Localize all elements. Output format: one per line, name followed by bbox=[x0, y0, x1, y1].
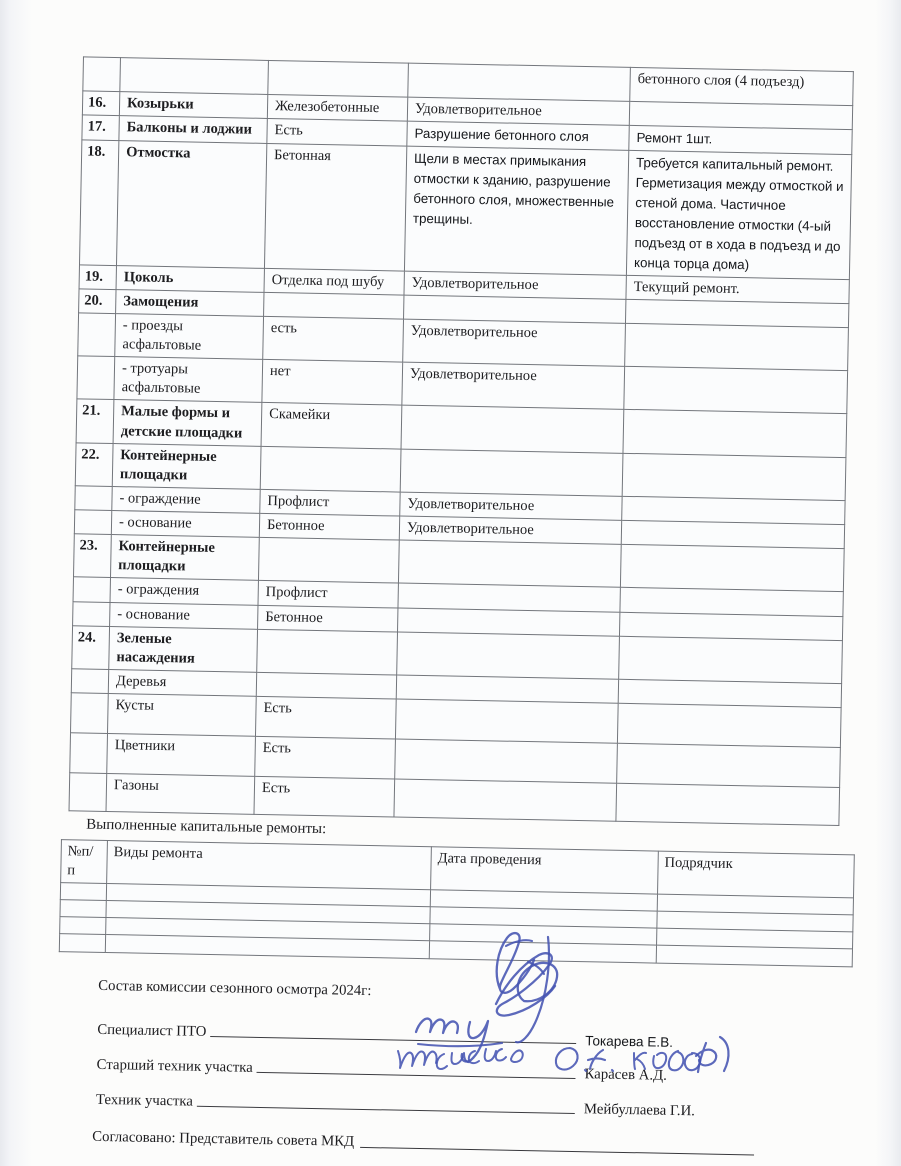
table-row bbox=[79, 140, 851, 279]
element-name-cell: - проезды асфальтовые bbox=[115, 313, 264, 359]
note-cell bbox=[625, 323, 849, 371]
material-cell bbox=[257, 629, 398, 675]
note-cell bbox=[622, 453, 846, 501]
row-number-cell bbox=[69, 773, 107, 812]
condition-cell: Удовлетворительное bbox=[407, 97, 629, 125]
condition-cell: Разрушение бетонного слоя bbox=[407, 121, 629, 150]
row-number-cell bbox=[73, 601, 110, 626]
element-name-cell: Малые формы и детские площадки bbox=[113, 400, 262, 446]
row-number-cell: 18. bbox=[79, 140, 118, 265]
scanner-edge-right bbox=[875, 0, 901, 1166]
commission-heading: Состав комиссии сезонного осмотра 2024г: bbox=[97, 978, 372, 1000]
signature-rows bbox=[96, 1004, 845, 1123]
column-header-cell: №п/п bbox=[61, 840, 108, 884]
signatory-name: Токарева Е.В. bbox=[585, 1033, 674, 1051]
signature-role-label: Специалист ПТО bbox=[97, 1022, 207, 1041]
material-cell bbox=[264, 292, 404, 319]
empty-cell bbox=[59, 934, 105, 953]
building-inspection-table bbox=[69, 56, 854, 826]
material-cell: Бетонная bbox=[264, 143, 406, 270]
element-name-cell: Цветники bbox=[107, 734, 256, 777]
row-number-cell: 22. bbox=[75, 443, 113, 487]
row-number-cell: 21. bbox=[76, 399, 114, 443]
element-name-cell: - ограждение bbox=[112, 486, 260, 513]
material-cell: Бетонное bbox=[258, 605, 398, 632]
row-number-cell bbox=[83, 57, 121, 92]
element-name-cell: Балконы и лоджии bbox=[119, 116, 267, 144]
column-header-cell: Виды ремонта bbox=[107, 841, 432, 890]
element-name-cell: Козырьки bbox=[119, 92, 267, 119]
condition-cell bbox=[397, 632, 620, 680]
material-cell bbox=[258, 538, 399, 584]
empty-cell bbox=[60, 900, 106, 918]
note-cell bbox=[624, 367, 848, 415]
capital-repairs-table-body bbox=[59, 840, 854, 967]
element-name-cell: Цоколь bbox=[116, 265, 264, 292]
note-cell bbox=[619, 636, 843, 684]
row-number-cell: 20. bbox=[79, 289, 116, 314]
note-cell bbox=[617, 703, 841, 747]
row-number-cell: 16. bbox=[82, 91, 119, 116]
material-cell: Бетонное bbox=[259, 513, 399, 540]
row-number-cell bbox=[77, 356, 115, 400]
note-cell: Требуется капитальный ремонт. Герметизация между отмосткой и стеной дома. Частичное восстановление отмостки (4-ый подъезд от в хода в подъезд и до конца торца дома) bbox=[626, 150, 851, 279]
condition-cell bbox=[400, 449, 623, 497]
material-cell: Отделка под шубу bbox=[264, 268, 404, 295]
condition-cell bbox=[408, 63, 631, 101]
row-number-cell: 17. bbox=[82, 115, 119, 141]
element-name-cell: Контейнерные площадки bbox=[112, 443, 261, 489]
material-cell: Есть bbox=[254, 776, 395, 817]
element-name-cell bbox=[120, 58, 269, 95]
row-number-cell bbox=[74, 510, 111, 535]
row-number-cell: 19. bbox=[79, 265, 116, 290]
signatory-name: Мейбуллаева Г.И. bbox=[583, 1101, 696, 1120]
element-name-cell: - ограждения bbox=[110, 578, 258, 605]
row-number-cell bbox=[78, 313, 116, 357]
note-cell: бетонного слоя (4 подъезд) bbox=[630, 67, 854, 105]
note-cell bbox=[617, 743, 841, 787]
column-header-cell: Дата проведения bbox=[431, 847, 659, 895]
material-cell bbox=[268, 60, 409, 97]
condition-cell bbox=[395, 699, 618, 743]
agreement-signature-line bbox=[360, 1146, 754, 1156]
material-cell: нет bbox=[262, 360, 403, 406]
commission-signature-block bbox=[92, 978, 845, 1160]
material-cell: Скамейки bbox=[261, 403, 402, 449]
element-name-cell: Отмостка bbox=[116, 141, 266, 268]
material-cell: Есть bbox=[255, 736, 396, 779]
condition-cell: Удовлетворительное bbox=[400, 492, 622, 520]
row-number-cell: 23. bbox=[73, 534, 111, 578]
material-cell: Профлист bbox=[260, 489, 400, 516]
note-cell: Ремонт 1шт. bbox=[629, 126, 852, 155]
row-number-cell bbox=[71, 669, 108, 694]
note-cell: Текущий ремонт. bbox=[626, 275, 849, 303]
material-cell bbox=[260, 446, 401, 492]
material-cell bbox=[256, 672, 396, 699]
row-number-cell: 24. bbox=[72, 625, 110, 669]
condition-cell: Удовлетворительное bbox=[403, 319, 626, 367]
condition-cell bbox=[395, 739, 618, 783]
empty-cell bbox=[429, 941, 656, 963]
empty-cell bbox=[656, 945, 852, 967]
material-cell: есть bbox=[263, 316, 404, 362]
element-name-cell: - тротуары асфальтовые bbox=[114, 357, 263, 403]
condition-cell: Удовлетворительное bbox=[404, 271, 626, 299]
condition-cell bbox=[398, 540, 621, 588]
element-name-cell: Замощения bbox=[116, 289, 264, 316]
condition-cell bbox=[394, 779, 617, 821]
signature-role-label: Техник участка bbox=[95, 1092, 194, 1110]
condition-cell: Щели в местах примыкания отмостки к зданию, разрушение бетонного слоя, множественные трещины. bbox=[404, 146, 628, 275]
row-number-cell bbox=[71, 693, 109, 734]
element-name-cell: Зеленые насаждения bbox=[109, 626, 258, 672]
condition-cell: Удовлетворительное bbox=[402, 362, 625, 410]
condition-cell bbox=[401, 406, 624, 454]
element-name-cell: - основание bbox=[111, 511, 259, 538]
material-cell: Есть bbox=[267, 119, 407, 147]
empty-cell bbox=[60, 883, 106, 901]
note-cell bbox=[623, 410, 847, 458]
capital-repairs-table bbox=[59, 839, 855, 967]
note-cell bbox=[616, 783, 840, 825]
scanner-edge-left bbox=[0, 0, 34, 1166]
building-inspection-table-body bbox=[69, 57, 853, 826]
material-cell: Железобетонные bbox=[267, 94, 407, 121]
signatory-name: Карасев А.Д. bbox=[584, 1066, 668, 1085]
repairs-section-label: Выполненные капитальные ремонты: bbox=[86, 816, 327, 838]
note-cell bbox=[620, 544, 844, 592]
element-name-cell: - основание bbox=[110, 602, 258, 629]
row-number-cell bbox=[70, 733, 108, 774]
element-name-cell: Газоны bbox=[106, 774, 255, 815]
condition-cell: Удовлетворительное bbox=[399, 516, 621, 544]
material-cell: Есть bbox=[255, 696, 396, 739]
signature-role-label: Старший техник участка bbox=[96, 1057, 253, 1077]
material-cell: Профлист bbox=[258, 581, 398, 608]
row-number-cell bbox=[73, 577, 110, 602]
page-content bbox=[42, 56, 863, 1160]
column-header-cell: Подрядчик bbox=[658, 851, 855, 898]
row-number-cell bbox=[75, 486, 112, 511]
element-name-cell: Деревья bbox=[108, 669, 256, 696]
agreement-label: Согласовано: Представитель совета МКД bbox=[92, 1129, 355, 1151]
element-name-cell: Контейнерные площадки bbox=[110, 535, 259, 581]
element-name-cell: Кусты bbox=[108, 694, 257, 737]
empty-cell bbox=[60, 917, 106, 935]
